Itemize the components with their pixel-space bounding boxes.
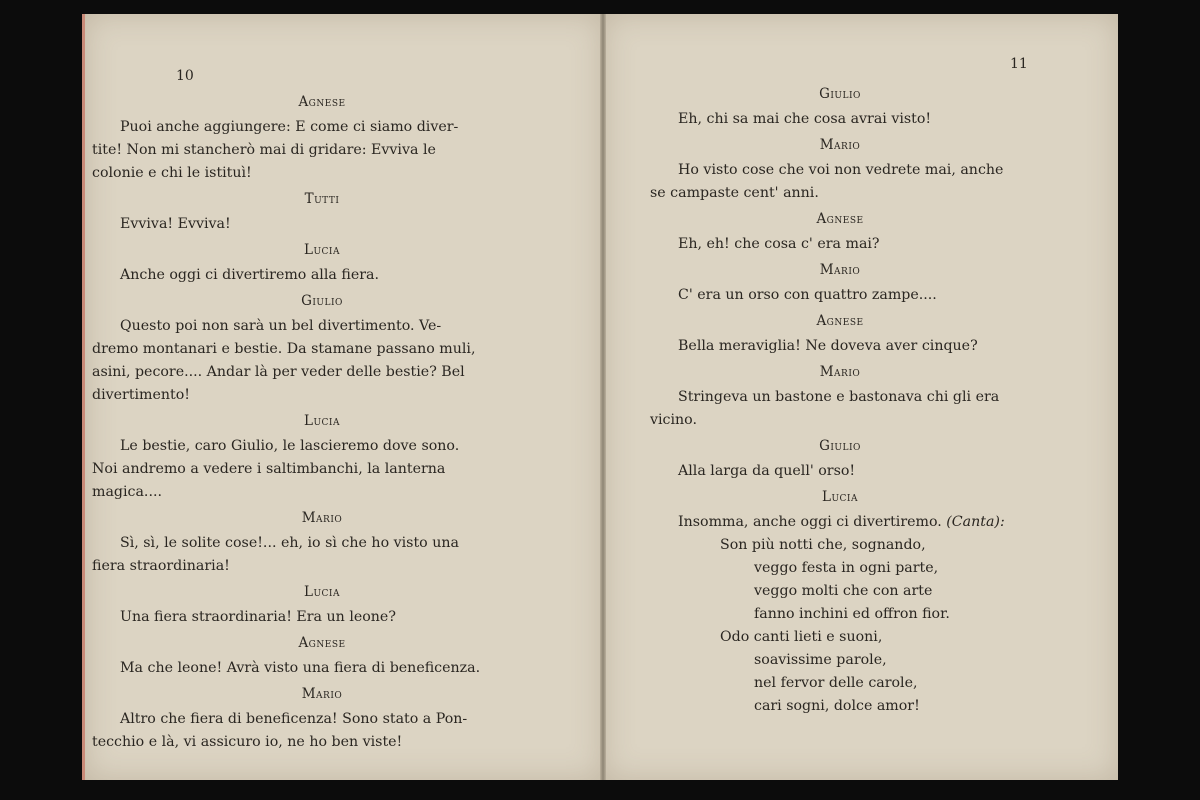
book-gutter: [600, 14, 606, 780]
dialogue-line: tite! Non mi stancherò mai di gridare: Evviva le: [92, 142, 436, 158]
dialogue-line: divertimento!: [92, 387, 190, 403]
dialogue-line: Noi andremo a vedere i saltimbanchi, la lanterna: [92, 461, 446, 477]
dialogue-line: fiera straordinaria!: [92, 558, 230, 574]
speaker-name: Agnese: [298, 94, 346, 110]
left-page-text: [92, 88, 552, 754]
dialogue-line: Insomma, anche oggi ci divertiremo. (Canta):: [678, 514, 1005, 530]
speaker-name: Giulio: [819, 438, 861, 454]
verse-line: Son più notti che, sognando,: [720, 537, 926, 553]
dialogue-line: Le bestie, caro Giulio, le lascieremo dove sono.: [120, 438, 460, 454]
speaker-name: Mario: [301, 510, 343, 526]
dialogue-line: dremo montanari e bestie. Da stamane passano muli,: [92, 341, 476, 357]
song-verses: [720, 534, 1030, 718]
dialogue-line: Altro che fiera di beneficenza! Sono stato a Pon-: [120, 711, 468, 727]
dialogue-line: tecchio e là, vi assicuro io, ne ho ben viste!: [92, 734, 403, 750]
speaker-name: Giulio: [301, 293, 343, 309]
dialogue-line: Anche oggi ci divertiremo alla fiera.: [120, 267, 379, 283]
verse-line: soavissime parole,: [754, 652, 887, 668]
dialogue-line: C' era un orso con quattro zampe....: [678, 287, 937, 303]
page-number-left: 10: [176, 68, 194, 84]
dialogue-line: Questo poi non sarà un bel divertimento. Ve-: [120, 318, 442, 334]
verse-line: Odo canti lieti e suoni,: [720, 629, 883, 645]
dialogue-line: magica....: [92, 484, 162, 500]
dialogue-line: Una fiera straordinaria! Era un leone?: [120, 609, 396, 625]
speaker-name: Mario: [819, 137, 861, 153]
dialogue-line: Stringeva un bastone e bastonava chi gli era: [678, 389, 1000, 405]
verse-line: fanno inchini ed offron fior.: [754, 606, 950, 622]
dialogue-line: vicino.: [650, 412, 697, 428]
speaker-name: Lucia: [304, 413, 340, 429]
dialogue-line: Puoi anche aggiungere: E come ci siamo diver-: [120, 119, 459, 135]
dialogue-line: Ma che leone! Avrà visto una fiera di beneficenza.: [120, 660, 481, 676]
page-number-right: 11: [1010, 56, 1028, 72]
verse-line: veggo molti che con arte: [754, 583, 933, 599]
speaker-name: Lucia: [822, 489, 858, 505]
speaker-name: Agnese: [816, 211, 864, 227]
speaker-name: Mario: [301, 686, 343, 702]
speaker-name: Agnese: [816, 313, 864, 329]
verse-line: nel fervor delle carole,: [754, 675, 918, 691]
stage-direction: (Canta):: [941, 514, 1005, 530]
verse-line: veggo festa in ogni parte,: [754, 560, 939, 576]
speaker-name: Lucia: [304, 584, 340, 600]
dialogue-line: se campaste cent' anni.: [650, 185, 819, 201]
dialogue-line: Eh, chi sa mai che cosa avrai visto!: [678, 111, 932, 127]
dialogue-line: colonie e chi le istituì!: [92, 165, 252, 181]
speaker-name: Agnese: [298, 635, 346, 651]
dialogue-line: Eh, eh! che cosa c' era mai?: [678, 236, 880, 252]
right-page-text: [650, 80, 1030, 718]
speaker-name: Giulio: [819, 86, 861, 102]
dialogue-line: Alla larga da quell' orso!: [678, 463, 856, 479]
dialogue-line: Ho visto cose che voi non vedrete mai, anche: [678, 162, 1004, 178]
dialogue-line: Sì, sì, le solite cose!... eh, io sì che ho visto una: [120, 535, 459, 551]
dialogue-line: Evviva! Evviva!: [120, 216, 231, 232]
dialogue-line: Bella meraviglia! Ne doveva aver cinque?: [678, 338, 978, 354]
dialogue-line: asini, pecore.... Andar là per veder delle bestie? Bel: [92, 364, 465, 380]
speaker-name: Mario: [819, 262, 861, 278]
speaker-name: Lucia: [304, 242, 340, 258]
verse-line: cari sogni, dolce amor!: [754, 698, 920, 714]
speaker-name: Tutti: [304, 191, 340, 207]
speaker-name: Mario: [819, 364, 861, 380]
